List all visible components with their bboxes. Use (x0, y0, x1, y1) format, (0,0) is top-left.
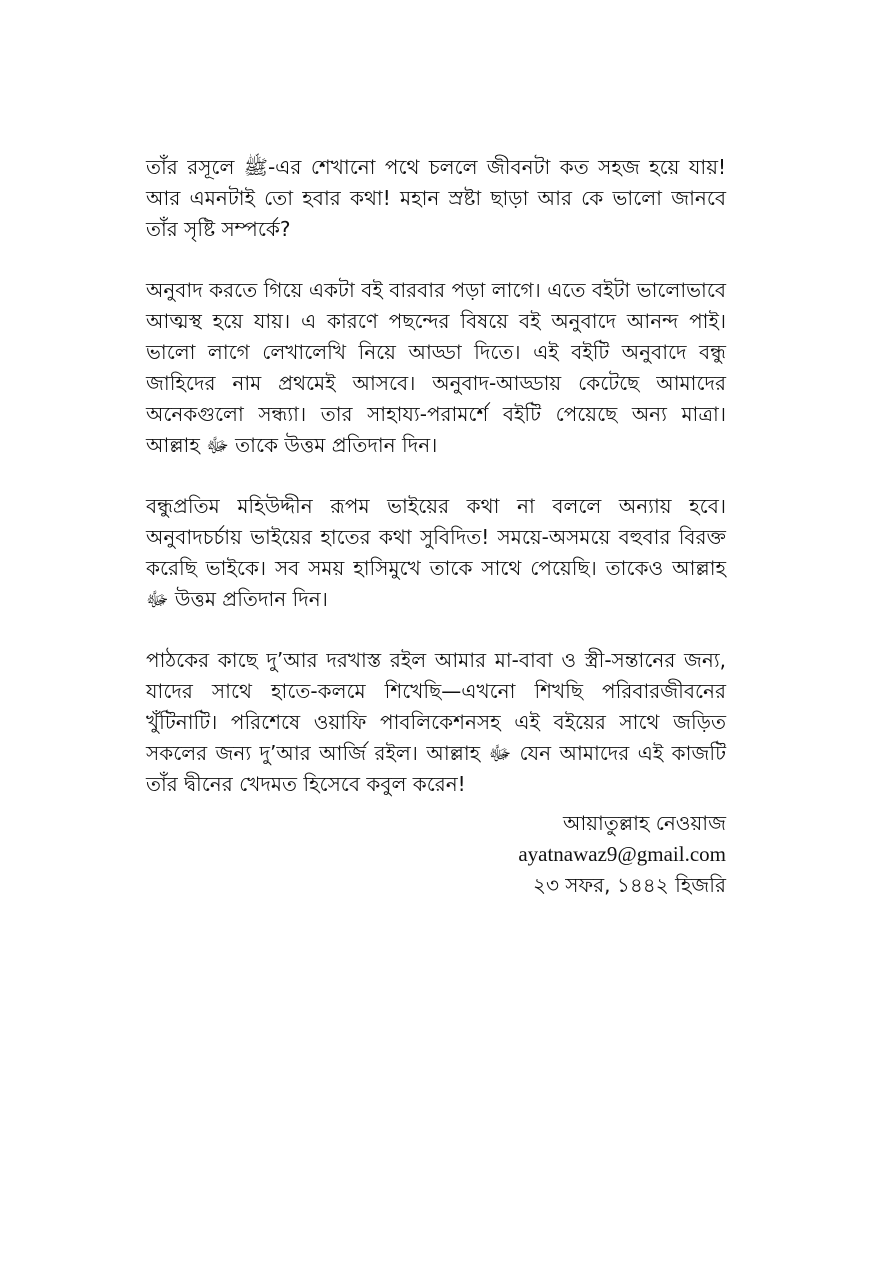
author-name: আয়াতুল্লাহ নেওয়াজ (562, 811, 726, 835)
paragraph-3: বন্ধুপ্রতিম মহিউদ্দীন রূপম ভাইয়ের কথা না বললে অন্যায় হবে। অনুবাদচর্চায় ভাইয়ের হাতের কথা সুবিদিত! সময়ে-অসময়ে বহুবার বিরক্ত করেছি ভাইকে। সব সময় হাসিমুখে তাকে সাথে পেয়েছি। তাকেও আল্লাহ ﷻ উত্তম প্রতিদান দিন। (146, 494, 726, 611)
signature-date: ২৩ সফর, ১৪৪২ হিজরি (532, 873, 726, 897)
page-body (146, 152, 726, 901)
paragraph-2: অনুবাদ করতে গিয়ে একটা বই বারবার পড়া লাগে। এতে বইটা ভালোভাবে আত্মস্থ হয়ে যায়। এ কারণে পছন্দের বিষয়ে বই অনুবাদে আনন্দ পাই। ভালো লাগে লেখালেখি নিয়ে আড্ডা দিতে। এই বইটি অনুবাদে বন্ধু জাহিদের নাম প্রথমেই আসবে। অনুবাদ-আড্ডায় কেটেছে আমাদের অনেকগুলো সন্ধ্যা। তার সাহায্য-পরামর্শে বইটি পেয়েছে অন্য মাত্রা। আল্লাহ ﷻ তাকে উত্তম প্রতিদান দিন। (146, 278, 726, 457)
paragraph-1: তাঁর রসূলে ﷺ-এর শেখানো পথে চললে জীবনটা কত সহজ হয়ে যায়! আর এমনটাই তো হবার কথা! মহান স্রষ্টা ছাড়া আর কে ভালো জানবে তাঁর সৃষ্টি সম্পর্কে? (146, 155, 726, 241)
signature-block (146, 808, 726, 901)
author-email: ayatnawaz9@gmail.com (518, 842, 726, 866)
paragraph-4: পাঠকের কাছে দু’আর দরখাস্ত রইল আমার মা-বাবা ও স্ত্রী-সন্তানের জন্য, যাদের সাথে হাতে-কলমে শিখেছি—এখনো শিখছি পরিবারজীবনের খুঁটিনাটি। পরিশেষে ওয়াফি পাবলিকেশনসহ এই বইয়ের সাথে জড়িত সকলের জন্য দু’আর আর্জি রইল। আল্লাহ ﷻ যেন আমাদের এই কাজটি তাঁর দ্বীনের খেদমত হিসেবে কবুল করেন! (146, 648, 726, 796)
